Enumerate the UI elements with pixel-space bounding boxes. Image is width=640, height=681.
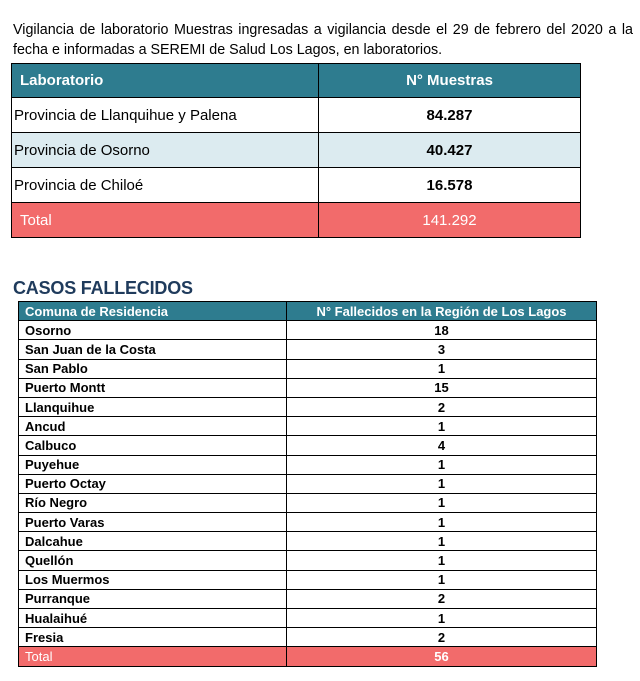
table-row xyxy=(19,321,597,340)
comuna-name: Puerto Varas xyxy=(19,513,287,532)
comuna-value: 1 xyxy=(287,609,597,628)
table-row xyxy=(19,455,597,474)
table-row xyxy=(19,513,597,532)
comuna-name: Purranque xyxy=(19,589,287,608)
total-row xyxy=(12,203,581,238)
laboratory-table-header xyxy=(12,64,581,98)
comuna-value: 2 xyxy=(287,397,597,416)
header-comuna: Comuna de Residencia xyxy=(19,302,287,321)
comuna-name: Osorno xyxy=(19,321,287,340)
intro-paragraph: Vigilancia de laboratorio Muestras ingresadas a vigilancia desde el 29 de febrero del 2020 a la fecha e informadas a SEREMI de Salud Los Lagos, en laboratorios. xyxy=(13,22,633,59)
comuna-name: Quellón xyxy=(19,551,287,570)
table-row xyxy=(12,168,581,203)
comuna-value: 4 xyxy=(287,436,597,455)
lab-name: Provincia de Osorno xyxy=(12,133,319,168)
comuna-value: 15 xyxy=(287,378,597,397)
table-row xyxy=(19,493,597,512)
comuna-name: Hualaihué xyxy=(19,609,287,628)
table-row xyxy=(19,609,597,628)
comuna-name: Llanquihue xyxy=(19,397,287,416)
table-row xyxy=(12,133,581,168)
table-row xyxy=(19,551,597,570)
comuna-value: 1 xyxy=(287,455,597,474)
comuna-value: 2 xyxy=(287,628,597,647)
total-row xyxy=(19,647,597,666)
comuna-value: 1 xyxy=(287,474,597,493)
table-row xyxy=(19,570,597,589)
comuna-value: 3 xyxy=(287,340,597,359)
comuna-value: 1 xyxy=(287,359,597,378)
lab-name: Provincia de Llanquihue y Palena xyxy=(12,98,319,133)
table-row xyxy=(19,397,597,416)
table-row xyxy=(19,378,597,397)
table-row xyxy=(19,436,597,455)
comuna-value: 2 xyxy=(287,589,597,608)
comuna-name: Calbuco xyxy=(19,436,287,455)
table-row xyxy=(19,340,597,359)
comuna-name: Los Muermos xyxy=(19,570,287,589)
comuna-value: 1 xyxy=(287,570,597,589)
table-row xyxy=(19,532,597,551)
total-value: 141.292 xyxy=(319,203,581,238)
table-row xyxy=(19,417,597,436)
section-title: CASOS FALLECIDOS xyxy=(13,278,193,298)
lab-value: 84.287 xyxy=(319,98,581,133)
header-fallecidos: N° Fallecidos en la Región de Los Lagos xyxy=(287,302,597,321)
lab-value: 40.427 xyxy=(319,133,581,168)
table-row xyxy=(19,628,597,647)
comuna-value: 1 xyxy=(287,513,597,532)
comuna-value: 1 xyxy=(287,532,597,551)
comuna-name: Ancud xyxy=(19,417,287,436)
table-row xyxy=(19,589,597,608)
comuna-name: Río Negro xyxy=(19,493,287,512)
comuna-name: San Juan de la Costa xyxy=(19,340,287,359)
laboratory-table xyxy=(11,63,581,238)
total-value: 56 xyxy=(287,647,597,666)
comuna-name: Puerto Octay xyxy=(19,474,287,493)
table-row xyxy=(19,474,597,493)
total-label: Total xyxy=(19,647,287,666)
comuna-name: Puerto Montt xyxy=(19,378,287,397)
comuna-name: San Pablo xyxy=(19,359,287,378)
deaths-table-header xyxy=(19,302,597,321)
lab-value: 16.578 xyxy=(319,168,581,203)
deaths-table xyxy=(18,301,597,667)
comuna-value: 18 xyxy=(287,321,597,340)
comuna-value: 1 xyxy=(287,493,597,512)
table-row xyxy=(12,98,581,133)
comuna-value: 1 xyxy=(287,551,597,570)
comuna-name: Fresia xyxy=(19,628,287,647)
lab-name: Provincia de Chiloé xyxy=(12,168,319,203)
header-muestras: N° Muestras xyxy=(319,64,581,98)
comuna-name: Dalcahue xyxy=(19,532,287,551)
total-label: Total xyxy=(12,203,319,238)
header-laboratorio: Laboratorio xyxy=(12,64,319,98)
comuna-name: Puyehue xyxy=(19,455,287,474)
comuna-value: 1 xyxy=(287,417,597,436)
table-row xyxy=(19,359,597,378)
